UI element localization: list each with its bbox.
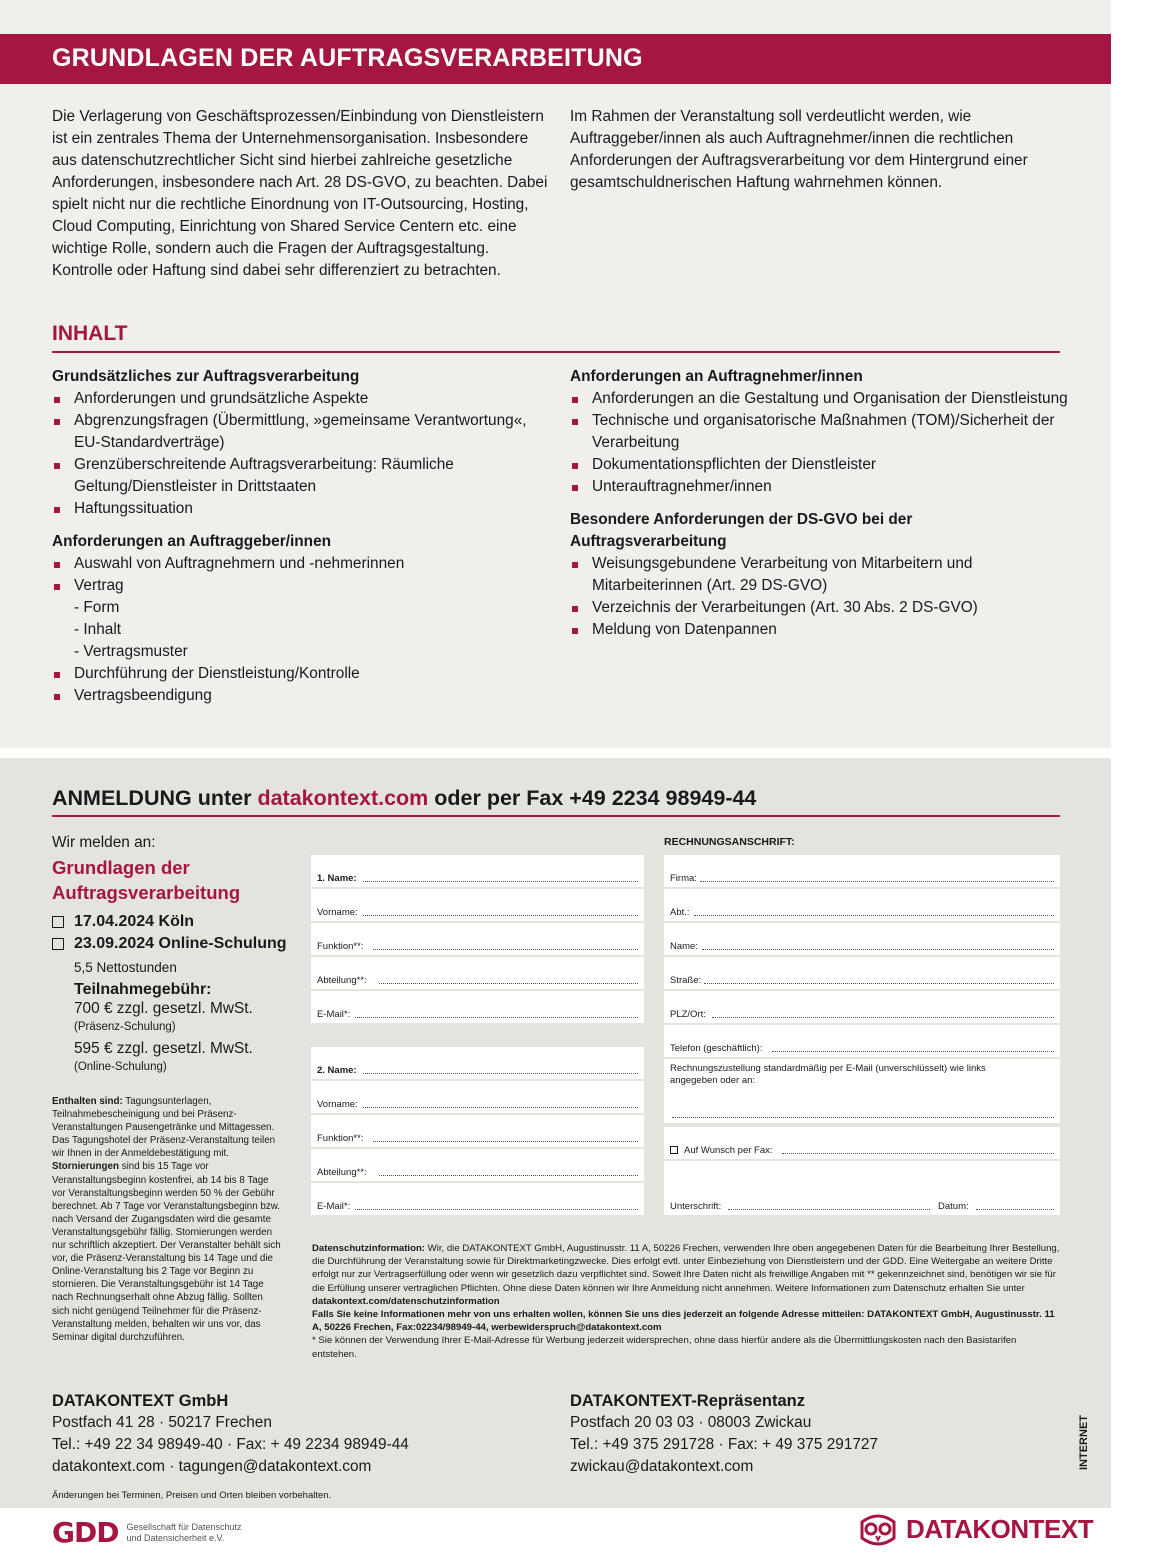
date-label: 23.09.2024 Online-Schulung: [74, 935, 287, 952]
registration-heading: [52, 786, 756, 811]
gdd-logo-line: Gesellschaft für Datenschutz: [126, 1521, 242, 1532]
list-item: Haftungssituation: [52, 498, 552, 520]
list-item: Grenzüberschreitende Auftragsverarbeitung: Räumliche Geltung/Dienstleister in Drittstaaten: [52, 454, 552, 498]
contact-phone: Tel.: +49 22 34 98949-40 · Fax: + 49 2234 98949-44: [52, 1436, 409, 1453]
inhalt-heading: INHALT: [52, 322, 128, 345]
form-field[interactable]: [664, 991, 1060, 1023]
list-item: Anforderungen an die Gestaltung und Organisation der Dienstleistung: [570, 388, 1070, 410]
field-label: Funktion**:: [317, 1133, 364, 1144]
list-item: Anforderungen und grundsätzliche Aspekte: [52, 388, 552, 410]
field-label: Name:: [670, 941, 698, 952]
form-field[interactable]: [311, 855, 644, 887]
date-label: 17.04.2024 Köln: [74, 913, 195, 930]
contact-email[interactable]: zwickau@datakontext.com: [570, 1458, 754, 1475]
inhalt-rule: [52, 351, 1060, 353]
privacy-part: Wir, die DATAKONTEXT GmbH, Augustinusstr. 11 A, 50226 Frechen, verwenden Ihre oben angegebenen Daten für die Bearbeitung Ihrer Bestellung, die Durchführung der Veranstaltung sowie für Direktmarketingzwecke. Dies erfolgt evtl. unter Einbeziehung von Dienstleistern und der GDD. Eine Weitergabe an weitere Dritte erfolgt nur zur Vertragserfüllung oder wenn wir gesetzlich dazu verpflichtet sind. Soweit Ihre Daten nicht als freiwillige Angaben mit ** gekennzeichnet sind, benötigen wir sie für die Erfüllung unserer vertraglichen Pflichten. Ohne diese Daten können wir Ihre Anmeldung nicht annehmen. Weitere Informationen zum Datenschutz erhalten Sie unter: [312, 1243, 1060, 1294]
field-label: E-Mail*:: [317, 1009, 351, 1020]
registration-heading-text: ANMELDUNG unter: [52, 786, 258, 810]
privacy-bold: Falls Sie keine Informationen mehr von uns erhalten wollen, können Sie uns dies jederzeit an folgende Adresse mitteilen: DATAKONTEXT GmbH, Augustinusstr. 11 A, 50226 Frechen, Fax:02234/98949-44, werbewiderspruch@datakontext.com: [312, 1309, 1055, 1334]
form-field[interactable]: [311, 957, 644, 989]
field-label: Telefon (geschäftlich):: [670, 1043, 763, 1054]
contact-zwickau: [570, 1390, 878, 1478]
field-label: Vorname:: [317, 1099, 358, 1110]
email-invoice-field[interactable]: [664, 1059, 1060, 1123]
contact-address: Postfach 20 03 03 · 08003 Zwickau: [570, 1414, 812, 1431]
list-item: Technische und organisatorische Maßnahmen (TOM)/Sicherheit der Verarbeitung: [570, 410, 1070, 454]
form-field[interactable]: [664, 855, 1060, 887]
form-field[interactable]: [664, 1025, 1060, 1057]
section-heading: Anforderungen an Auftraggeber/innen: [52, 533, 332, 550]
signature-label: Unterschrift:: [670, 1201, 722, 1212]
internet-label: INTERNET: [1078, 1415, 1090, 1470]
gdd-logo-text: [126, 1522, 241, 1544]
field-label: Abteilung**:: [317, 975, 367, 986]
disclaimer: Änderungen bei Terminen, Preisen und Orten bleiben vorbehalten.: [52, 1490, 332, 1501]
checkbox-icon[interactable]: [52, 938, 64, 950]
form-field[interactable]: [311, 923, 644, 955]
date-option-koeln[interactable]: [52, 911, 292, 933]
title-banner: [0, 34, 1111, 84]
field-label: Vorname:: [317, 907, 358, 918]
date-option-online[interactable]: [52, 933, 292, 955]
price-presence: 700 € zzgl. gesetzl. MwSt.: [74, 1000, 253, 1017]
checkbox-icon[interactable]: [670, 1146, 678, 1154]
checkbox-icon[interactable]: [52, 916, 64, 928]
sub-list-item: - Inhalt: [74, 621, 122, 638]
privacy-part: * Sie können der Verwendung Ihrer E-Mail-Adresse für Werbung jederzeit widersprechen, ohne dass hierfür andere als die Übermittlungskosten nach den Basistarifen entstehen.: [312, 1335, 1017, 1360]
form-field[interactable]: [311, 1047, 644, 1079]
field-label: PLZ/Ort:: [670, 1009, 706, 1020]
terms-part: sind bis 15 Tage vor Veranstaltungsbeginn kostenfrei, ab 14 bis 8 Tage vor Veranstaltungsbeginn werden 50 % der Gebühr berechnet. Ab 7 Tage vor Veranstaltungsbeginn bzw. nach Versand der Zugangsdaten wird die gesamte Veranstaltungsgebühr fällig. Stornierungen werden nur schriftlich akzeptiert. Der Veranstalter behält sich vor, die Präsenz-Veranstaltung bis 14 Tage und die Online-Veranstaltung bis 2 Tage vor Beginn zu stornieren. Die Veranstaltungsgebühr ist 14 Tage nach Rechnungserhalt ohne Abzug fällig. Sollten sich nicht genügend Teilnehmer für die Präsenz-Veranstaltung melden, behalten wir uns vor, das Seminar digital durchzuführen.: [52, 1161, 281, 1343]
price-presence-note: (Präsenz-Schulung): [74, 1021, 176, 1033]
contact-web-email[interactable]: datakontext.com · tagungen@datakontext.com: [52, 1458, 372, 1475]
field-label: Abteilung**:: [317, 1167, 367, 1178]
section-heading: Grundsätzliches zur Auftragsverarbeitung: [52, 368, 360, 385]
privacy-link[interactable]: datakontext.com/datenschutzinformation: [312, 1295, 500, 1307]
list-item: Meldung von Datenpannen: [570, 619, 1070, 641]
terms-bold: Stornierungen: [52, 1161, 119, 1173]
field-label: 1. Name:: [317, 873, 357, 884]
field-label: Straße:: [670, 975, 702, 986]
form-field[interactable]: [664, 923, 1060, 955]
intro-right: Im Rahmen der Veranstaltung soll verdeutlicht werden, wie Auftraggeber/innen als auch Auftragnehmer/innen die rechtlichen Anforderungen der Auftragsverarbeitung vor dem Hintergrund einer gesamtschuldnerischen Haftung wahrnehmen können.: [570, 108, 1028, 191]
form-field[interactable]: [311, 1183, 644, 1215]
contact-name: DATAKONTEXT GmbH: [52, 1392, 229, 1410]
fax-label: [670, 1145, 773, 1156]
gdd-logo: [52, 1516, 242, 1549]
date-field-label: Datum:: [938, 1201, 969, 1212]
terms-text: [52, 1095, 282, 1344]
field-label: 2. Name:: [317, 1065, 357, 1076]
contact-frechen: [52, 1390, 409, 1478]
field-label: Abt.:: [670, 907, 690, 918]
field-label: E-Mail*:: [317, 1201, 351, 1212]
registration-intro: Wir melden an:: [52, 834, 156, 851]
contact-name: DATAKONTEXT-Repräsentanz: [570, 1392, 805, 1410]
price-online: 595 € zzgl. gesetzl. MwSt.: [74, 1040, 253, 1057]
bullet-list: [52, 388, 552, 520]
gdd-logo-mark: GDD: [52, 1516, 119, 1549]
invoice-heading: RECHNUNGSANSCHRIFT:: [664, 836, 795, 848]
inhalt-left-column: [52, 366, 552, 707]
privacy-bold: Datenschutzinformation:: [312, 1243, 425, 1254]
section-heading: Anforderungen an Auftragnehmer/innen: [570, 368, 863, 385]
course-title: Grundlagen der Auftragsverarbeitung: [52, 857, 241, 903]
page-title: GRUNDLAGEN DER AUFTRAGSVERARBEITUNG: [52, 44, 643, 72]
list-item: Auswahl von Auftragnehmern und -nehmerinnen: [52, 553, 552, 575]
sub-list-item: - Vertragsmuster: [74, 643, 188, 660]
list-item: Dokumentationspflichten der Dienstleister: [570, 454, 1070, 476]
registration-fax-text: oder per Fax +49 2234 98949-44: [428, 786, 757, 810]
list-item: Weisungsgebundene Verarbeitung von Mitarbeitern und Mitarbeiterinnen (Art. 29 DS-GVO): [570, 553, 1070, 597]
list-item: Verzeichnis der Verarbeitungen (Art. 30 Abs. 2 DS-GVO): [570, 597, 1070, 619]
field-label: Funktion**:: [317, 941, 364, 952]
list-item: Durchführung der Dienstleistung/Kontrolle: [52, 663, 552, 685]
terms-bold: Enthalten sind:: [52, 1096, 123, 1107]
fax-option-field[interactable]: [664, 1127, 1060, 1159]
inhalt-right-column: [570, 366, 1070, 641]
list-item: Abgrenzungsfragen (Übermittlung, »gemeinsame Verantwortung«, EU-Standardverträge): [52, 410, 552, 454]
price-online-note: (Online-Schulung): [74, 1061, 167, 1073]
gdd-logo-line: und Datensicherheit e.V.: [126, 1532, 225, 1543]
form-field[interactable]: [311, 889, 644, 921]
owl-icon: [858, 1512, 898, 1546]
bullet-list: [570, 553, 1070, 641]
form-field[interactable]: [311, 991, 644, 1023]
sub-list-item: - Form: [74, 599, 120, 616]
field-label: Rechnungszustellung standardmäßig per E-Mail (unverschlüsselt) wie links angegeben oder an:: [670, 1063, 986, 1086]
terms-part: Tagungsunterlagen, Teilnahmebescheinigung und bei Präsenz-Veranstaltungen Pausengetränke und Mittagessen. Das Tagungshotel der Präsenz-Veranstaltung teilen wir Ihnen in der Anmeldebestätigung mit.: [52, 1096, 276, 1160]
intro-left: Die Verlagerung von Geschäftsprozessen/Einbindung von Dienstleistern ist ein zentrales Thema der Unternehmensorganisation. Insbesondere aus datenschutzrechtlicher Sicht sind hierbei zahlreiche gesetzliche Anforderungen, insbesondere nach Art. 28 DS-GVO, zu beachten. Dabei spielt nicht nur die rechtliche Einordnung von IT-Outsourcing, Hosting, Cloud Computing, Einrichtung von Shared Service Centern etc. eine wichtige Rolle, sondern auch die Fragen der Auftragsgestaltung. Kontrolle oder Haftung sind dabei sehr differenziert zu betrachten.: [52, 108, 548, 279]
contact-address: Postfach 41 28 · 50217 Frechen: [52, 1414, 272, 1431]
datakontext-logo-text: DATAKONTEXT: [906, 1513, 1094, 1544]
registration-course-info: [52, 834, 292, 1075]
field-label: Firma:: [670, 873, 697, 884]
list-item: Unterauftragnehmer/innen: [570, 476, 1070, 498]
form-field[interactable]: [664, 889, 1060, 921]
section-heading: Besondere Anforderungen der DS-GVO bei der Auftragsverarbeitung: [570, 511, 913, 550]
registration-rule: [52, 815, 1060, 817]
fax-text: Auf Wunsch per Fax:: [684, 1145, 773, 1156]
privacy-text: [312, 1242, 1062, 1361]
net-hours: 5,5 Nettostunden: [74, 960, 177, 975]
form-field[interactable]: [664, 957, 1060, 989]
bullet-list: [52, 553, 552, 707]
form-field[interactable]: [311, 1081, 644, 1113]
bullet-list: [570, 388, 1070, 498]
contact-phone: Tel.: +49 375 291728 · Fax: + 49 375 291727: [570, 1436, 879, 1453]
list-item: Vertragsbeendigung: [52, 685, 552, 707]
datakontext-logo: [858, 1512, 1093, 1546]
registration-link[interactable]: datakontext.com: [257, 786, 429, 810]
list-item: Vertrag: [52, 575, 552, 597]
form-field[interactable]: [311, 1115, 644, 1147]
fee-label: Teilnahmegebühr:: [74, 981, 212, 998]
form-field[interactable]: [311, 1149, 644, 1181]
signature-field[interactable]: [664, 1161, 1060, 1215]
